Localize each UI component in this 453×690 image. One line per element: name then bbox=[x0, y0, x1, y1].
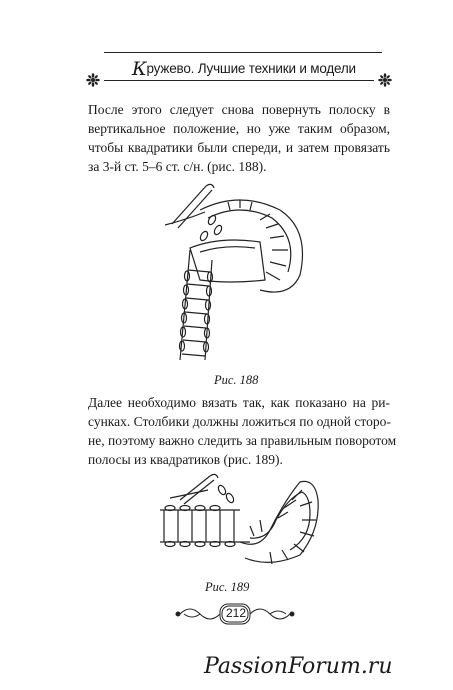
text-line: сунках. Столбики должны ложиться по одной сторо- bbox=[88, 414, 391, 429]
text-line: Далее необходимо вязать так, как показано на ри- bbox=[88, 395, 390, 410]
crochet-illustration-188 bbox=[160, 180, 320, 365]
watermark: PassionForum.ru bbox=[204, 654, 393, 679]
figure-caption: Рис. 188 bbox=[214, 373, 259, 387]
page-number: 212 bbox=[225, 606, 247, 620]
flower-ornament-icon bbox=[378, 73, 392, 87]
text-line: чтобы квадратики были спереди, и затем провязать bbox=[88, 140, 390, 155]
flower-ornament-icon bbox=[86, 73, 100, 87]
body-paragraph bbox=[88, 100, 390, 176]
text-line: полосы из квадратиков (рис. 189). bbox=[88, 452, 283, 467]
text-line: вертикальное положение, но уже таким образом, bbox=[88, 121, 390, 136]
crochet-illustration-189 bbox=[150, 470, 325, 570]
body-paragraph bbox=[88, 393, 397, 469]
header-top-rule bbox=[104, 52, 382, 53]
header-bottom-rule bbox=[104, 80, 374, 81]
book-title: Кружево. Лучшие техники и модели bbox=[132, 58, 356, 80]
text-line: за 3-й ст. 5–6 ст. с/н. (рис. 188). bbox=[88, 159, 267, 174]
text-line: После этого следует снова повернуть полоску в bbox=[88, 102, 390, 117]
text-line: не, поэтому важно следить за правильным поворотом bbox=[88, 433, 397, 448]
figure-caption: Рис. 189 bbox=[205, 580, 250, 594]
